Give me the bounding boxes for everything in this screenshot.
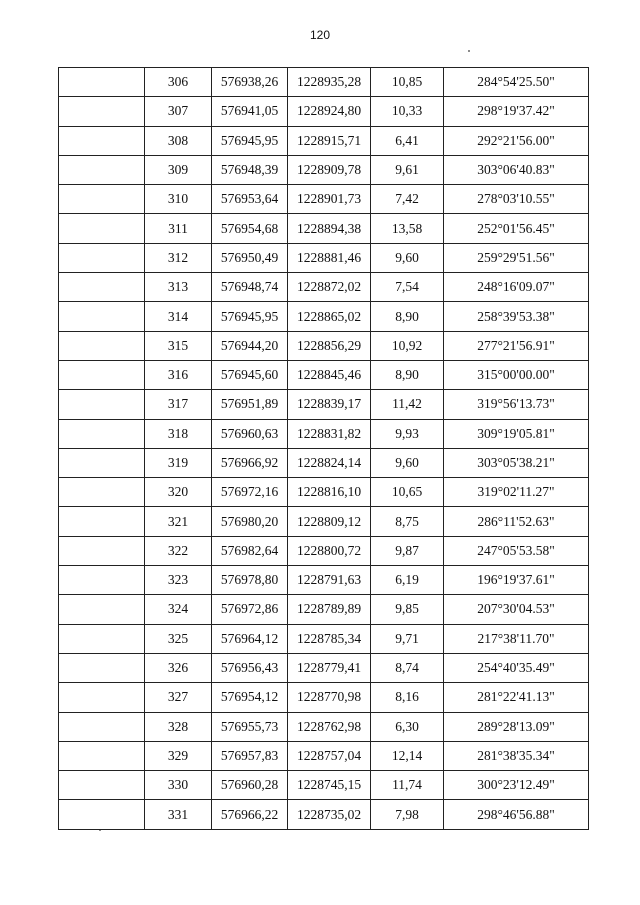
y-coordinate-cell: 1228757,04	[288, 741, 371, 770]
table-row	[59, 331, 589, 360]
segment-length-cell: 6,19	[371, 566, 444, 595]
y-coordinate-cell: 1228785,34	[288, 624, 371, 653]
y-coordinate-cell: 1228779,41	[288, 653, 371, 682]
blank-cell	[59, 566, 145, 595]
x-coordinate-cell: 576954,68	[212, 214, 288, 243]
y-coordinate-cell: 1228915,71	[288, 126, 371, 155]
y-coordinate-cell: 1228935,28	[288, 68, 371, 97]
y-coordinate-cell: 1228845,46	[288, 360, 371, 389]
segment-length-cell: 10,92	[371, 331, 444, 360]
x-coordinate-cell: 576956,43	[212, 653, 288, 682]
blank-cell	[59, 448, 145, 477]
segment-length-cell: 10,65	[371, 478, 444, 507]
table-row	[59, 302, 589, 331]
blank-cell	[59, 507, 145, 536]
segment-length-cell: 10,85	[371, 68, 444, 97]
point-number-cell: 321	[145, 507, 212, 536]
blank-cell	[59, 741, 145, 770]
segment-length-cell: 7,54	[371, 273, 444, 302]
blank-cell	[59, 419, 145, 448]
x-coordinate-cell: 576951,89	[212, 390, 288, 419]
x-coordinate-cell: 576978,80	[212, 566, 288, 595]
table-row	[59, 712, 589, 741]
table-row	[59, 243, 589, 272]
x-coordinate-cell: 576960,63	[212, 419, 288, 448]
x-coordinate-cell: 576982,64	[212, 536, 288, 565]
blank-cell	[59, 97, 145, 126]
table-row	[59, 419, 589, 448]
direction-angle-cell: 303°05'38.21"	[444, 448, 589, 477]
segment-length-cell: 7,42	[371, 185, 444, 214]
segment-length-cell: 12,14	[371, 741, 444, 770]
point-number-cell: 306	[145, 68, 212, 97]
y-coordinate-cell: 1228809,12	[288, 507, 371, 536]
x-coordinate-cell: 576955,73	[212, 712, 288, 741]
x-coordinate-cell: 576957,83	[212, 741, 288, 770]
direction-angle-cell: 319°56'13.73"	[444, 390, 589, 419]
x-coordinate-cell: 576938,26	[212, 68, 288, 97]
x-coordinate-cell: 576941,05	[212, 97, 288, 126]
y-coordinate-cell: 1228881,46	[288, 243, 371, 272]
segment-length-cell: 8,74	[371, 653, 444, 682]
table-row	[59, 273, 589, 302]
y-coordinate-cell: 1228735,02	[288, 800, 371, 829]
point-number-cell: 316	[145, 360, 212, 389]
direction-angle-cell: 319°02'11.27"	[444, 478, 589, 507]
segment-length-cell: 6,41	[371, 126, 444, 155]
point-number-cell: 308	[145, 126, 212, 155]
blank-cell	[59, 653, 145, 682]
direction-angle-cell: 289°28'13.09"	[444, 712, 589, 741]
direction-angle-cell: 217°38'11.70"	[444, 624, 589, 653]
y-coordinate-cell: 1228856,29	[288, 331, 371, 360]
y-coordinate-cell: 1228831,82	[288, 419, 371, 448]
segment-length-cell: 9,87	[371, 536, 444, 565]
blank-cell	[59, 360, 145, 389]
blank-cell	[59, 390, 145, 419]
direction-angle-cell: 303°06'40.83"	[444, 155, 589, 184]
direction-angle-cell: 284°54'25.50"	[444, 68, 589, 97]
table-row	[59, 448, 589, 477]
direction-angle-cell: 259°29'51.56"	[444, 243, 589, 272]
blank-cell	[59, 624, 145, 653]
table-row	[59, 595, 589, 624]
table-row	[59, 360, 589, 389]
segment-length-cell: 8,90	[371, 302, 444, 331]
y-coordinate-cell: 1228824,14	[288, 448, 371, 477]
point-number-cell: 309	[145, 155, 212, 184]
point-number-cell: 326	[145, 653, 212, 682]
table-row	[59, 478, 589, 507]
y-coordinate-cell: 1228770,98	[288, 683, 371, 712]
y-coordinate-cell: 1228839,17	[288, 390, 371, 419]
segment-length-cell: 9,93	[371, 419, 444, 448]
table-row	[59, 390, 589, 419]
y-coordinate-cell: 1228909,78	[288, 155, 371, 184]
table-row	[59, 741, 589, 770]
x-coordinate-cell: 576980,20	[212, 507, 288, 536]
direction-angle-cell: 298°19'37.42"	[444, 97, 589, 126]
direction-angle-cell: 281°38'35.34"	[444, 741, 589, 770]
y-coordinate-cell: 1228745,15	[288, 771, 371, 800]
blank-cell	[59, 68, 145, 97]
table-row	[59, 126, 589, 155]
blank-cell	[59, 800, 145, 829]
x-coordinate-cell: 576948,39	[212, 155, 288, 184]
direction-angle-cell: 286°11'52.63"	[444, 507, 589, 536]
y-coordinate-cell: 1228865,02	[288, 302, 371, 331]
point-number-cell: 313	[145, 273, 212, 302]
segment-length-cell: 9,61	[371, 155, 444, 184]
direction-angle-cell: 196°19'37.61"	[444, 566, 589, 595]
direction-angle-cell: 300°23'12.49"	[444, 771, 589, 800]
point-number-cell: 324	[145, 595, 212, 624]
blank-cell	[59, 683, 145, 712]
point-number-cell: 330	[145, 771, 212, 800]
blank-cell	[59, 185, 145, 214]
segment-length-cell: 9,60	[371, 243, 444, 272]
y-coordinate-cell: 1228894,38	[288, 214, 371, 243]
segment-length-cell: 13,58	[371, 214, 444, 243]
x-coordinate-cell: 576960,28	[212, 771, 288, 800]
blank-cell	[59, 243, 145, 272]
x-coordinate-cell: 576945,60	[212, 360, 288, 389]
blank-cell	[59, 126, 145, 155]
table-row	[59, 800, 589, 829]
blank-cell	[59, 595, 145, 624]
point-number-cell: 329	[145, 741, 212, 770]
segment-length-cell: 8,90	[371, 360, 444, 389]
blank-cell	[59, 214, 145, 243]
blank-cell	[59, 712, 145, 741]
direction-angle-cell: 247°05'53.58"	[444, 536, 589, 565]
table-row	[59, 683, 589, 712]
direction-angle-cell: 248°16'09.07"	[444, 273, 589, 302]
x-coordinate-cell: 576944,20	[212, 331, 288, 360]
x-coordinate-cell: 576948,74	[212, 273, 288, 302]
scan-speck	[468, 50, 470, 52]
point-number-cell: 323	[145, 566, 212, 595]
point-number-cell: 325	[145, 624, 212, 653]
table-row	[59, 68, 589, 97]
direction-angle-cell: 277°21'56.91"	[444, 331, 589, 360]
blank-cell	[59, 536, 145, 565]
segment-length-cell: 6,30	[371, 712, 444, 741]
y-coordinate-cell: 1228816,10	[288, 478, 371, 507]
blank-cell	[59, 331, 145, 360]
direction-angle-cell: 207°30'04.53"	[444, 595, 589, 624]
point-number-cell: 327	[145, 683, 212, 712]
x-coordinate-cell: 576950,49	[212, 243, 288, 272]
point-number-cell: 318	[145, 419, 212, 448]
blank-cell	[59, 155, 145, 184]
x-coordinate-cell: 576966,22	[212, 800, 288, 829]
y-coordinate-cell: 1228924,80	[288, 97, 371, 126]
point-number-cell: 311	[145, 214, 212, 243]
segment-length-cell: 7,98	[371, 800, 444, 829]
point-number-cell: 328	[145, 712, 212, 741]
x-coordinate-cell: 576954,12	[212, 683, 288, 712]
direction-angle-cell: 298°46'56.88"	[444, 800, 589, 829]
point-number-cell: 322	[145, 536, 212, 565]
segment-length-cell: 8,75	[371, 507, 444, 536]
direction-angle-cell: 315°00'00.00"	[444, 360, 589, 389]
segment-length-cell: 11,74	[371, 771, 444, 800]
direction-angle-cell: 309°19'05.81"	[444, 419, 589, 448]
blank-cell	[59, 302, 145, 331]
y-coordinate-cell: 1228762,98	[288, 712, 371, 741]
blank-cell	[59, 771, 145, 800]
segment-length-cell: 9,60	[371, 448, 444, 477]
y-coordinate-cell: 1228800,72	[288, 536, 371, 565]
table-row	[59, 507, 589, 536]
direction-angle-cell: 278°03'10.55"	[444, 185, 589, 214]
table-row	[59, 214, 589, 243]
direction-angle-cell: 292°21'56.00"	[444, 126, 589, 155]
table-row	[59, 97, 589, 126]
x-coordinate-cell: 576966,92	[212, 448, 288, 477]
segment-length-cell: 9,85	[371, 595, 444, 624]
coordinates-table	[58, 67, 589, 830]
table-row	[59, 653, 589, 682]
point-number-cell: 315	[145, 331, 212, 360]
table-row	[59, 155, 589, 184]
page-number: 120	[309, 28, 331, 42]
segment-length-cell: 8,16	[371, 683, 444, 712]
x-coordinate-cell: 576964,12	[212, 624, 288, 653]
point-number-cell: 317	[145, 390, 212, 419]
table-row	[59, 536, 589, 565]
point-number-cell: 307	[145, 97, 212, 126]
segment-length-cell: 11,42	[371, 390, 444, 419]
point-number-cell: 310	[145, 185, 212, 214]
table-row	[59, 771, 589, 800]
direction-angle-cell: 281°22'41.13"	[444, 683, 589, 712]
direction-angle-cell: 258°39'53.38"	[444, 302, 589, 331]
table-row	[59, 566, 589, 595]
point-number-cell: 314	[145, 302, 212, 331]
x-coordinate-cell: 576972,16	[212, 478, 288, 507]
y-coordinate-cell: 1228901,73	[288, 185, 371, 214]
y-coordinate-cell: 1228789,89	[288, 595, 371, 624]
x-coordinate-cell: 576953,64	[212, 185, 288, 214]
point-number-cell: 331	[145, 800, 212, 829]
segment-length-cell: 9,71	[371, 624, 444, 653]
blank-cell	[59, 273, 145, 302]
point-number-cell: 319	[145, 448, 212, 477]
x-coordinate-cell: 576945,95	[212, 302, 288, 331]
direction-angle-cell: 254°40'35.49"	[444, 653, 589, 682]
blank-cell	[59, 478, 145, 507]
table-row	[59, 624, 589, 653]
direction-angle-cell: 252°01'56.45"	[444, 214, 589, 243]
x-coordinate-cell: 576972,86	[212, 595, 288, 624]
point-number-cell: 312	[145, 243, 212, 272]
y-coordinate-cell: 1228872,02	[288, 273, 371, 302]
point-number-cell: 320	[145, 478, 212, 507]
y-coordinate-cell: 1228791,63	[288, 566, 371, 595]
segment-length-cell: 10,33	[371, 97, 444, 126]
table-row	[59, 185, 589, 214]
x-coordinate-cell: 576945,95	[212, 126, 288, 155]
